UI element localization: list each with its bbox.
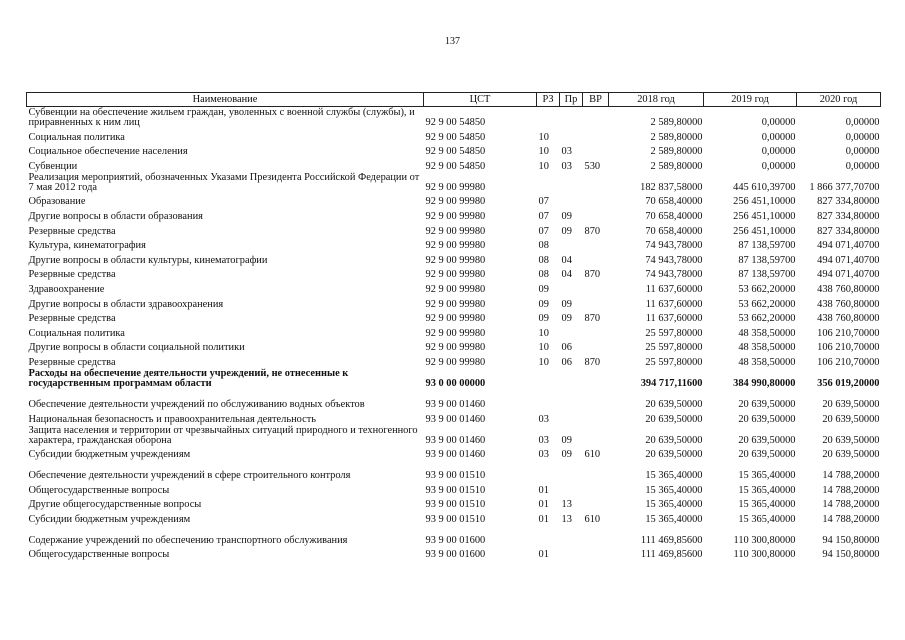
header-vr: ВР [583, 93, 609, 107]
cell-cst: 93 0 00 00000 [425, 377, 486, 389]
cell-2018: 70 658,40000 [645, 210, 703, 222]
table-row [27, 510, 881, 525]
cell-2018: 11 637,60000 [645, 298, 703, 310]
cell-2018: 2 589,80000 [650, 146, 703, 158]
cell-2020: 0,00000 [845, 146, 880, 158]
cell-cst: 93 9 00 01510 [425, 484, 486, 496]
cell-rz: 08 [538, 269, 549, 281]
cell-2018: 70 658,40000 [645, 196, 703, 208]
table-body [27, 107, 881, 561]
cell-2020: 494 071,40700 [817, 240, 880, 252]
cell-rz: 10 [538, 131, 549, 143]
cell-2019: 20 639,50000 [738, 434, 796, 446]
cell-cst: 92 9 00 99980 [425, 269, 486, 281]
cell-name: Другие вопросы в области культуры, кинематографии [28, 254, 268, 266]
cell-cst: 92 9 00 99980 [425, 356, 486, 368]
cell-rz: 10 [538, 356, 549, 368]
cell-pr [560, 410, 583, 425]
cell-name: Общегосударственные вопросы [28, 549, 170, 561]
cell-2020: 14 788,20000 [822, 470, 880, 482]
cell-pr: 09 [561, 225, 572, 237]
cell-name: Субсидии бюджетным учреждениям [28, 513, 191, 525]
cell-name: Здравоохранение [28, 283, 105, 295]
cell-rz [537, 107, 560, 129]
cell-rz: 09 [538, 298, 549, 310]
cell-pr [560, 193, 583, 208]
table-row [27, 207, 881, 222]
cell-name: Расходы на обеспечение деятельности учреждений, не отнесенные к государственным программам области [28, 367, 349, 389]
cell-vr [583, 143, 609, 158]
cell-name: Защита населения и территории от чрезвычайных ситуаций природного и техногенного характера, гражданская оборона [28, 424, 418, 446]
cell-name: Резервные средства [28, 269, 116, 281]
cell-name: Резервные средства [28, 225, 116, 237]
table-row [27, 222, 881, 237]
table-row [27, 481, 881, 496]
cell-cst: 92 9 00 99980 [425, 283, 486, 295]
cell-vr [583, 481, 609, 496]
cell-2019: 53 662,20000 [738, 298, 796, 310]
cell-2020: 106 210,70000 [817, 342, 880, 354]
cell-cst: 92 9 00 99980 [425, 240, 486, 252]
cell-vr [583, 525, 609, 546]
cell-vr: 610 [584, 513, 601, 525]
cell-2019: 256 451,10000 [733, 196, 796, 208]
header-cst: ЦСТ [424, 93, 537, 107]
table-row [27, 446, 881, 461]
cell-cst: 93 9 00 01460 [425, 434, 486, 446]
cell-cst: 93 9 00 01510 [425, 513, 486, 525]
cell-rz [537, 368, 560, 389]
cell-name: Субсидии бюджетным учреждениям [28, 449, 191, 461]
cell-pr [560, 280, 583, 295]
cell-cst: 92 9 00 54850 [425, 117, 486, 128]
cell-cst: 92 9 00 99980 [425, 313, 486, 325]
cell-rz: 07 [538, 196, 549, 208]
cell-vr [583, 339, 609, 354]
cell-2020: 20 639,50000 [822, 449, 880, 461]
table-row [27, 193, 881, 208]
cell-rz [537, 389, 560, 410]
cell-cst: 92 9 00 54850 [425, 146, 486, 158]
cell-vr [583, 410, 609, 425]
cell-cst: 92 9 00 99980 [425, 254, 486, 266]
header-pr: Пр [560, 93, 583, 107]
cell-vr [583, 207, 609, 222]
table-row [27, 324, 881, 339]
table-row [27, 251, 881, 266]
cell-cst: 92 9 00 54850 [425, 131, 486, 143]
cell-2020: 438 760,80000 [817, 313, 880, 325]
cell-cst: 93 9 00 01460 [425, 398, 486, 410]
cell-2018: 15 365,40000 [645, 470, 703, 482]
cell-pr [560, 525, 583, 546]
cell-2018: 394 717,11600 [640, 377, 703, 389]
cell-name: Другие вопросы в области социальной политики [28, 342, 245, 354]
cell-2018: 111 469,85600 [640, 534, 703, 546]
cell-vr [583, 460, 609, 481]
table-row [27, 237, 881, 252]
cell-2018: 74 943,78000 [645, 254, 703, 266]
cell-2018: 11 637,60000 [645, 313, 703, 325]
cell-2019: 110 300,80000 [733, 534, 796, 546]
cell-pr [560, 237, 583, 252]
cell-2019: 53 662,20000 [738, 313, 796, 325]
table-row [27, 128, 881, 143]
cell-2019: 0,00000 [761, 131, 796, 143]
cell-cst: 93 9 00 01510 [425, 470, 486, 482]
table-row [27, 280, 881, 295]
cell-rz: 03 [538, 413, 549, 425]
cell-vr: 870 [584, 225, 601, 237]
cell-pr [560, 128, 583, 143]
cell-rz: 07 [538, 210, 549, 222]
table-row [27, 460, 881, 481]
cell-2018: 111 469,85600 [640, 549, 703, 561]
cell-2019: 256 451,10000 [733, 225, 796, 237]
cell-pr: 09 [561, 210, 572, 222]
cell-pr [560, 460, 583, 481]
cell-2019: 256 451,10000 [733, 210, 796, 222]
cell-name: Национальная безопасность и правоохранительная деятельность [28, 413, 316, 425]
cell-cst: 93 9 00 01510 [425, 499, 486, 511]
cell-cst: 92 9 00 99980 [425, 298, 486, 310]
cell-vr [583, 546, 609, 561]
cell-2018: 25 597,80000 [645, 356, 703, 368]
cell-pr: 06 [561, 342, 572, 354]
header-2019: 2019 год [704, 93, 797, 107]
cell-name: Субвенции на обеспечение жильем граждан, уволенных с военной службы (службы), и приравненных к ним лиц [28, 107, 415, 128]
cell-2018: 20 639,50000 [645, 449, 703, 461]
cell-cst: 92 9 00 99980 [425, 327, 486, 339]
cell-2020: 494 071,40700 [817, 269, 880, 281]
cell-vr: 870 [584, 269, 601, 281]
cell-pr: 03 [561, 160, 572, 172]
cell-2019: 48 358,50000 [738, 356, 796, 368]
table-row [27, 310, 881, 325]
cell-2019: 110 300,80000 [733, 549, 796, 561]
cell-name: Обеспечение деятельности учреждений по обслуживанию водных объектов [28, 398, 365, 410]
cell-2019: 53 662,20000 [738, 283, 796, 295]
cell-name: Другие вопросы в области образования [28, 210, 203, 222]
cell-2018: 70 658,40000 [645, 225, 703, 237]
cell-rz: 10 [538, 342, 549, 354]
cell-name: Другие вопросы в области здравоохранения [28, 298, 224, 310]
table-row [27, 172, 881, 193]
cell-pr [560, 172, 583, 193]
cell-2018: 15 365,40000 [645, 499, 703, 511]
cell-cst: 93 9 00 01600 [425, 549, 486, 561]
cell-2020: 106 210,70000 [817, 356, 880, 368]
cell-2020: 438 760,80000 [817, 298, 880, 310]
cell-name: Социальная политика [28, 131, 125, 143]
cell-pr: 06 [561, 356, 572, 368]
cell-vr [583, 128, 609, 143]
cell-2019: 15 365,40000 [738, 484, 796, 496]
cell-pr: 13 [561, 499, 572, 511]
cell-pr [560, 389, 583, 410]
cell-rz: 07 [538, 225, 549, 237]
header-2020: 2020 год [797, 93, 881, 107]
cell-rz: 10 [538, 160, 549, 172]
cell-pr: 09 [561, 434, 572, 446]
cell-2019: 384 990,80000 [733, 377, 796, 389]
cell-2020: 14 788,20000 [822, 499, 880, 511]
cell-2020: 20 639,50000 [822, 398, 880, 410]
cell-2020: 1 866 377,70700 [809, 181, 880, 193]
cell-2018: 20 639,50000 [645, 413, 703, 425]
table-row [27, 389, 881, 410]
cell-name: Резервные средства [28, 313, 116, 325]
cell-2019: 445 610,39700 [733, 181, 796, 193]
cell-2019: 87 138,59700 [738, 269, 796, 281]
cell-rz [537, 172, 560, 193]
cell-2020: 94 150,80000 [822, 549, 880, 561]
cell-pr: 09 [561, 313, 572, 325]
table-row [27, 107, 881, 129]
cell-2018: 11 637,60000 [645, 283, 703, 295]
table-row [27, 157, 881, 172]
table-row [27, 266, 881, 281]
cell-vr [583, 107, 609, 129]
cell-2019: 48 358,50000 [738, 342, 796, 354]
cell-rz: 01 [538, 484, 549, 496]
cell-name: Другие общегосударственные вопросы [28, 499, 202, 511]
table-row [27, 410, 881, 425]
cell-pr [560, 481, 583, 496]
cell-2020: 0,00000 [845, 131, 880, 143]
cell-vr: 530 [584, 160, 601, 172]
table-row [27, 353, 881, 368]
cell-rz: 01 [538, 499, 549, 511]
cell-2019: 15 365,40000 [738, 470, 796, 482]
page-number: 137 [445, 36, 460, 47]
cell-2020: 494 071,40700 [817, 254, 880, 266]
cell-vr [583, 496, 609, 511]
cell-name: Обеспечение деятельности учреждений в сфере строительного контроля [28, 470, 351, 482]
cell-rz: 08 [538, 254, 549, 266]
cell-2019: 87 138,59700 [738, 254, 796, 266]
cell-vr [583, 172, 609, 193]
cell-2020: 20 639,50000 [822, 434, 880, 446]
cell-2020: 20 639,50000 [822, 413, 880, 425]
cell-pr [560, 546, 583, 561]
cell-rz: 01 [538, 549, 549, 561]
cell-name: Содержание учреждений по обеспечению транспортного обслуживания [28, 534, 348, 546]
cell-2020: 106 210,70000 [817, 327, 880, 339]
cell-2020: 14 788,20000 [822, 484, 880, 496]
cell-2018: 2 589,80000 [650, 131, 703, 143]
cell-2018: 15 365,40000 [645, 484, 703, 496]
cell-pr: 04 [561, 269, 572, 281]
table-header-row [27, 93, 881, 107]
cell-cst: 92 9 00 99980 [425, 196, 486, 208]
cell-pr [560, 368, 583, 389]
cell-rz [537, 525, 560, 546]
cell-2019: 87 138,59700 [738, 240, 796, 252]
cell-2019: 0,00000 [761, 117, 796, 128]
cell-vr [583, 193, 609, 208]
cell-rz: 03 [538, 449, 549, 461]
table-row [27, 339, 881, 354]
cell-2020: 94 150,80000 [822, 534, 880, 546]
cell-pr: 13 [561, 513, 572, 525]
cell-2019: 0,00000 [761, 160, 796, 172]
cell-rz: 01 [538, 513, 549, 525]
cell-vr [583, 368, 609, 389]
cell-name: Резервные средства [28, 356, 116, 368]
cell-2018: 25 597,80000 [645, 342, 703, 354]
cell-2018: 2 589,80000 [650, 160, 703, 172]
cell-2019: 20 639,50000 [738, 449, 796, 461]
cell-vr [583, 389, 609, 410]
table-row [27, 425, 881, 446]
cell-vr [583, 425, 609, 446]
cell-2019: 0,00000 [761, 146, 796, 158]
cell-name: Культура, кинематография [28, 240, 146, 252]
table-row [27, 496, 881, 511]
cell-pr: 09 [561, 449, 572, 461]
cell-rz: 08 [538, 240, 549, 252]
header-2018: 2018 год [609, 93, 704, 107]
cell-pr: 04 [561, 254, 572, 266]
cell-name: Образование [28, 196, 86, 208]
cell-vr: 610 [584, 449, 601, 461]
cell-vr [583, 280, 609, 295]
cell-2018: 20 639,50000 [645, 398, 703, 410]
cell-cst: 92 9 00 99980 [425, 210, 486, 222]
cell-2019: 48 358,50000 [738, 327, 796, 339]
cell-vr [583, 251, 609, 266]
cell-2020: 827 334,80000 [817, 225, 880, 237]
cell-2018: 2 589,80000 [650, 117, 703, 128]
cell-rz: 03 [538, 434, 549, 446]
cell-2019: 15 365,40000 [738, 499, 796, 511]
cell-2020: 438 760,80000 [817, 283, 880, 295]
cell-2018: 74 943,78000 [645, 240, 703, 252]
cell-pr [560, 324, 583, 339]
cell-rz: 09 [538, 283, 549, 295]
cell-2018: 20 639,50000 [645, 434, 703, 446]
cell-vr: 870 [584, 356, 601, 368]
cell-2018: 25 597,80000 [645, 327, 703, 339]
cell-vr [583, 295, 609, 310]
cell-2020: 0,00000 [845, 117, 880, 128]
header-name: Наименование [27, 93, 424, 107]
cell-pr [560, 107, 583, 129]
cell-2018: 15 365,40000 [645, 513, 703, 525]
cell-2020: 827 334,80000 [817, 196, 880, 208]
cell-cst: 92 9 00 99980 [425, 225, 486, 237]
cell-2020: 827 334,80000 [817, 210, 880, 222]
table-row [27, 525, 881, 546]
cell-name: Социальная политика [28, 327, 125, 339]
cell-name: Общегосударственные вопросы [28, 484, 170, 496]
cell-2019: 20 639,50000 [738, 398, 796, 410]
cell-cst: 92 9 00 54850 [425, 160, 486, 172]
table-row [27, 368, 881, 389]
cell-cst: 93 9 00 01460 [425, 449, 486, 461]
cell-pr: 09 [561, 298, 572, 310]
cell-2020: 14 788,20000 [822, 513, 880, 525]
cell-pr: 03 [561, 146, 572, 158]
cell-cst: 93 9 00 01600 [425, 534, 486, 546]
cell-vr: 870 [584, 313, 601, 325]
table-row [27, 295, 881, 310]
cell-2018: 182 837,58000 [640, 181, 703, 193]
cell-2019: 20 639,50000 [738, 413, 796, 425]
table-row [27, 143, 881, 158]
cell-rz: 10 [538, 146, 549, 158]
budget-table [26, 92, 881, 560]
cell-name: Реализация мероприятий, обозначенных Указами Президента Российской Федерации от 7 мая 2012 года [28, 171, 420, 193]
cell-cst: 92 9 00 99980 [425, 342, 486, 354]
table-row [27, 546, 881, 561]
cell-2018: 74 943,78000 [645, 269, 703, 281]
cell-name: Субвенции [28, 160, 78, 172]
cell-2020: 356 019,20000 [817, 377, 880, 389]
cell-cst: 92 9 00 99980 [425, 181, 486, 193]
cell-rz: 10 [538, 327, 549, 339]
cell-name: Социальное обеспечение населения [28, 146, 188, 158]
cell-vr [583, 324, 609, 339]
cell-cst: 93 9 00 01460 [425, 413, 486, 425]
cell-rz [537, 460, 560, 481]
header-rz: РЗ [537, 93, 560, 107]
cell-vr [583, 237, 609, 252]
cell-2019: 15 365,40000 [738, 513, 796, 525]
cell-2020: 0,00000 [845, 160, 880, 172]
cell-rz: 09 [538, 313, 549, 325]
